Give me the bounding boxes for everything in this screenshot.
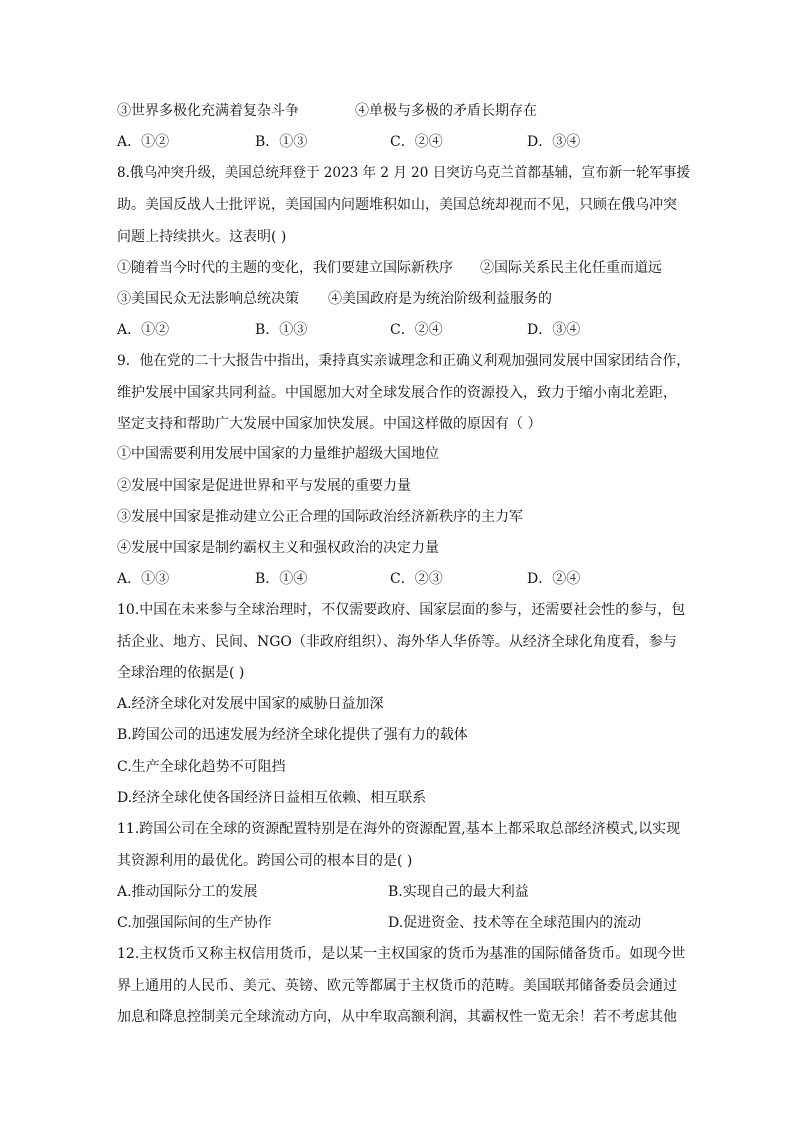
q12-stem-line-1: 12.主权货币又称主权信用货币，是以某一主权国家的货币为基准的国际储备货币。如现今世 bbox=[117, 946, 686, 962]
q7-option-4: ④单极与多极的矛盾长期存在 bbox=[355, 103, 537, 119]
q9-stem-line-2: 维护发展中国家共同利益。中国愿加大对全球发展合作的资源投入，致力于缩小南北差距， bbox=[117, 385, 677, 401]
q9-choice-a: A．①③ bbox=[117, 571, 170, 587]
q9-option-4: ④发展中国家是制约霸权主义和强权政治的决定力量 bbox=[117, 540, 439, 556]
q7-choice-a: A．①② bbox=[117, 134, 170, 150]
q9-choice-b: B．①④ bbox=[255, 571, 308, 587]
q8-stem-line-1: 8.俄乌冲突升级，美国总统拜登于 2023 年 2 月 20 日突访乌克兰首都基辅，宣布新一轮军事援 bbox=[117, 165, 690, 181]
q12-stem-line-3: 加息和降息控制美元全球流动方向，从中牟取高额利润，其霸权性一览无余！若不考虑其他 bbox=[117, 1009, 677, 1025]
q8-choice-a: A．①② bbox=[117, 322, 170, 338]
q11-option-c: C.加强国际间的生产协作 bbox=[117, 915, 272, 931]
q10-option-d: D.经济全球化使各国经济日益相互依赖、相互联系 bbox=[117, 790, 427, 806]
q9-option-1: ①中国需要利用发展中国家的力量维护超级大国地位 bbox=[117, 446, 439, 462]
q8-choice-b: B．①③ bbox=[255, 322, 308, 338]
q8-option-1: ①随着当今时代的主题的变化，我们要建立国际新秩序 bbox=[117, 260, 453, 276]
q9-option-3: ③发展中国家是推动建立公正合理的国际政治经济新秩序的主力军 bbox=[117, 509, 523, 525]
q11-stem-line-1: 11.跨国公司在全球的资源配置特别是在海外的资源配置,基本上都采取总部经济模式,以实现 bbox=[117, 821, 681, 837]
q10-option-c: C.生产全球化趋势不可阻挡 bbox=[117, 759, 286, 775]
q9-stem-line-3: 坚定支持和帮助广大发展中国家加快发展。中国这样做的原因有（ ） bbox=[117, 416, 542, 432]
q8-stem-line-2: 助。美国反战人士批评说，美国国内问题堆积如山，美国总统却视而不见，只顾在俄乌冲突 bbox=[117, 197, 677, 213]
q12-stem-line-2: 界上通用的人民币、美元、英镑、欧元等都属于主权货币的范畴。美国联邦储备委员会通过 bbox=[117, 978, 677, 994]
q11-option-b: B.实现自己的最大利益 bbox=[388, 884, 529, 900]
q10-stem-line-1: 10.中国在未来参与全球治理时，不仅需要政府、国家层面的参与，还需要社会性的参与，包 bbox=[117, 602, 686, 618]
q11-stem-line-2: 其资源利用的最优化。跨国公司的根本目的是( ) bbox=[117, 853, 413, 869]
q8-choice-c: C．②④ bbox=[390, 322, 443, 338]
q9-choice-d: D．②④ bbox=[527, 571, 581, 587]
q10-stem-line-3: 全球治理的依据是( ) bbox=[117, 665, 245, 681]
q7-option-3: ③世界多极化充满着复杂斗争 bbox=[117, 103, 299, 119]
q8-choice-d: D．③④ bbox=[527, 322, 581, 338]
q7-choice-c: C．②④ bbox=[390, 134, 443, 150]
q9-option-2: ②发展中国家是促进世界和平与发展的重要力量 bbox=[117, 478, 411, 494]
q8-option-3: ③美国民众无法影响总统决策 bbox=[117, 291, 299, 307]
q8-stem-line-3: 问题上持续拱火。这表明( ) bbox=[117, 229, 287, 245]
q7-choice-b: B．①③ bbox=[255, 134, 308, 150]
q10-stem-line-2: 括企业、地方、民间、NGO（非政府组织）、海外华人华侨等。从经济全球化角度看，参与 bbox=[117, 634, 677, 650]
q9-stem-line-1: 9．他在党的二十大报告中指出，秉持真实亲诚理念和正确义利观加强同发展中国家团结合作， bbox=[117, 353, 690, 369]
q8-option-4: ④美国政府是为统治阶级利益服务的 bbox=[328, 291, 552, 307]
q8-option-2: ②国际关系民主化任重而道远 bbox=[480, 260, 662, 276]
q9-choice-c: C．②③ bbox=[390, 571, 443, 587]
q7-choice-d: D．③④ bbox=[527, 134, 581, 150]
q11-option-d: D.促进资金、技术等在全球范围内的流动 bbox=[388, 915, 642, 931]
q11-option-a: A.推动国际分工的发展 bbox=[117, 884, 258, 900]
q10-option-a: A.经济全球化对发展中国家的威胁日益加深 bbox=[117, 696, 384, 712]
q10-option-b: B.跨国公司的迅速发展为经济全球化提供了强有力的载体 bbox=[117, 727, 468, 743]
